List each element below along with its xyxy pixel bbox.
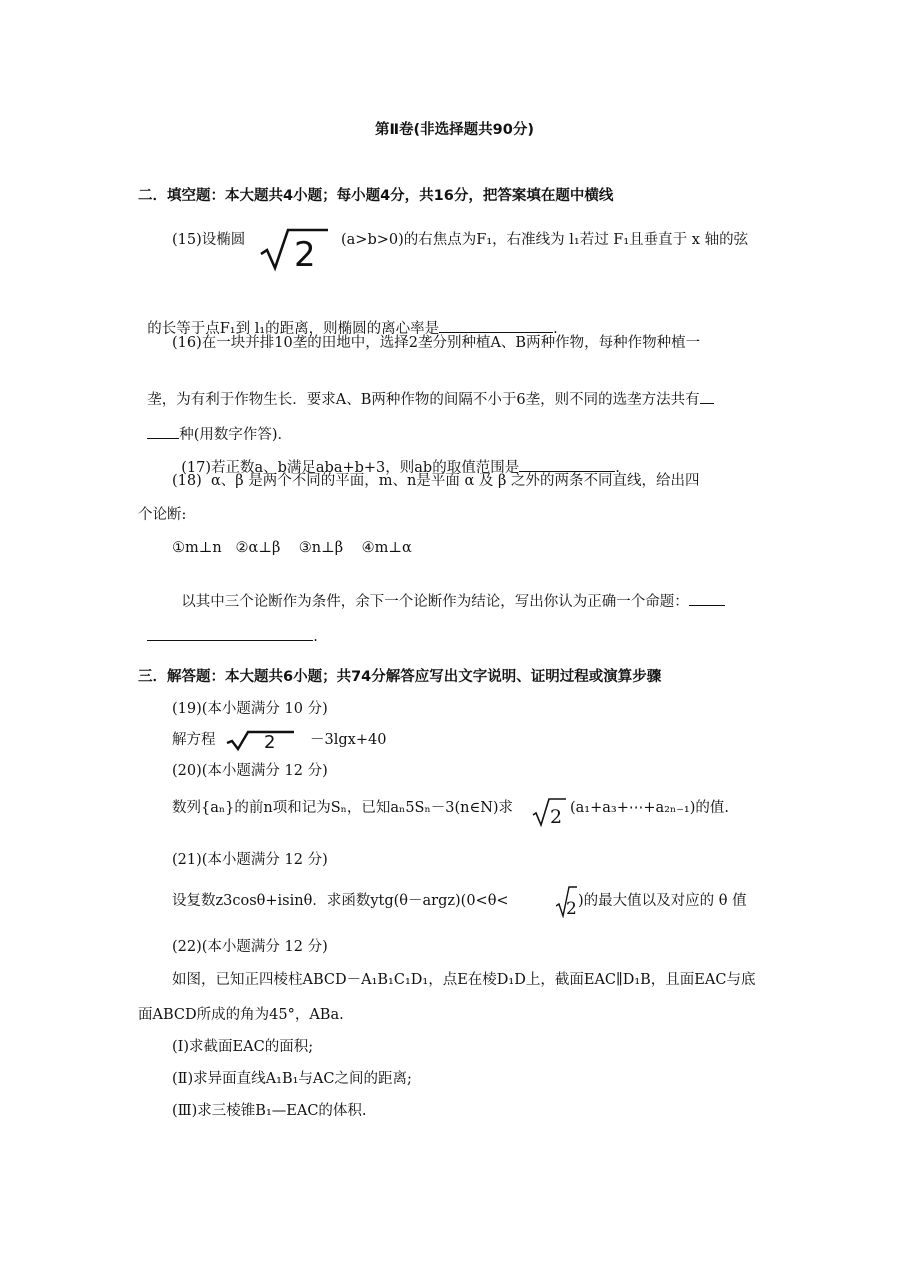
q21-radical	[556, 884, 578, 918]
q18-end-line	[138, 606, 318, 647]
solve-header: 三．解答题：本大题共6小题；共74分解答应写出文字说明、证明过程或演算步骤	[138, 669, 662, 685]
q16-answer-blank-1[interactable]	[700, 389, 714, 404]
q18-text-b: 个论断:	[138, 507, 187, 523]
q21-radical-value: 2	[566, 899, 577, 918]
q19-radical	[226, 729, 298, 751]
q20-title: (20)(本小题满分 12 分)	[172, 763, 328, 779]
q22-text-b: 面ABCD所成的角为45°，ABa.	[138, 1007, 344, 1023]
q21-title: (21)(本小题满分 12 分)	[172, 852, 328, 868]
q22-part-iii: (Ⅲ)求三棱锥B₁—EAC的体积.	[172, 1103, 367, 1119]
q19-text-a: 解方程	[172, 732, 216, 748]
q15-radical	[258, 226, 330, 272]
q18-end: .	[313, 629, 318, 645]
q20-text-b: (a₁+a₃+⋯+a₂ₙ₋₁)的值.	[570, 800, 729, 816]
q22-text-a: 如图，已知正四棱柱ABCD－A₁B₁C₁D₁，点E在棱D₁D上，截面EAC∥D₁B，且面EAC与底	[172, 972, 756, 988]
q21-text-b: )的最大值以及对应的 θ 值	[578, 893, 747, 909]
q16-text-b: 垄，为有利于作物生长．要求A、B两种作物的间隔不小于6垄，则不同的选垄方法共有	[147, 392, 700, 408]
q20-text-a: 数列{aₙ}的前n项和记为Sₙ，已知aₙ5Sₙ－3(n∈N)求	[172, 800, 514, 816]
q15-end: .	[553, 321, 558, 337]
q21-text-a: 设复数z3cosθ+isinθ．求函数ytg(θ－argz)(0<θ<	[172, 893, 509, 909]
q16-text-a: (16)在一块并排10垄的田地中，选择2垄分别种植A、B两种作物，每种作物种植一	[172, 335, 701, 351]
q17-text-a: (17)若正数a、b满足aba+b+3，则ab的取值范围是	[181, 460, 520, 476]
q18-answer-blank-1[interactable]	[689, 591, 725, 606]
fill-in-header: 二．填空题：本大题共4小题；每小题4分，共16分，把答案填在题中横线	[138, 188, 614, 204]
q18-statements: ①m⊥n ②α⊥β ③n⊥β ④m⊥α	[172, 540, 412, 556]
q15-text-b: (a>b>0)的右焦点为F₁，右准线为 l₁若过 F₁且垂直于 x 轴的弦	[341, 232, 749, 248]
q18-text-d: 以其中三个论断作为条件，余下一个论断作为结论，写出你认为正确一个命题：	[181, 594, 689, 610]
q15-radical-value: 2	[294, 235, 316, 272]
q15-text-a: (15)设椭圆	[172, 232, 246, 248]
q15-text-c: 的长等于点F₁到 l₁的距离，则椭圆的离心率是	[147, 321, 440, 337]
section-title: 第Ⅱ卷(非选择题共90分)	[375, 122, 534, 138]
q17-answer-blank[interactable]	[519, 457, 615, 472]
q20-radical	[532, 797, 568, 827]
q22-part-i: (Ⅰ)求截面EAC的面积;	[172, 1039, 314, 1055]
q16-text-c: 种(用数字作答)．	[179, 427, 293, 443]
q19-title: (19)(本小题满分 10 分)	[172, 701, 328, 717]
q18-text-a: (18) α、β 是两个不同的平面，m、n是平面 α 及 β 之外的两条不同直线，给出四	[172, 473, 700, 489]
q19-radical-value: 2	[264, 732, 276, 751]
q18-answer-blank-2[interactable]	[147, 626, 313, 641]
q15-answer-blank[interactable]	[439, 318, 553, 333]
q17-end: .	[615, 460, 620, 476]
q22-part-ii: (Ⅱ)求异面直线A₁B₁与AC之间的距离;	[172, 1071, 412, 1087]
q22-title: (22)(本小题满分 12 分)	[172, 939, 328, 955]
q19-text-b: －3lgx+40	[310, 732, 387, 748]
q20-radical-value: 2	[550, 806, 563, 827]
